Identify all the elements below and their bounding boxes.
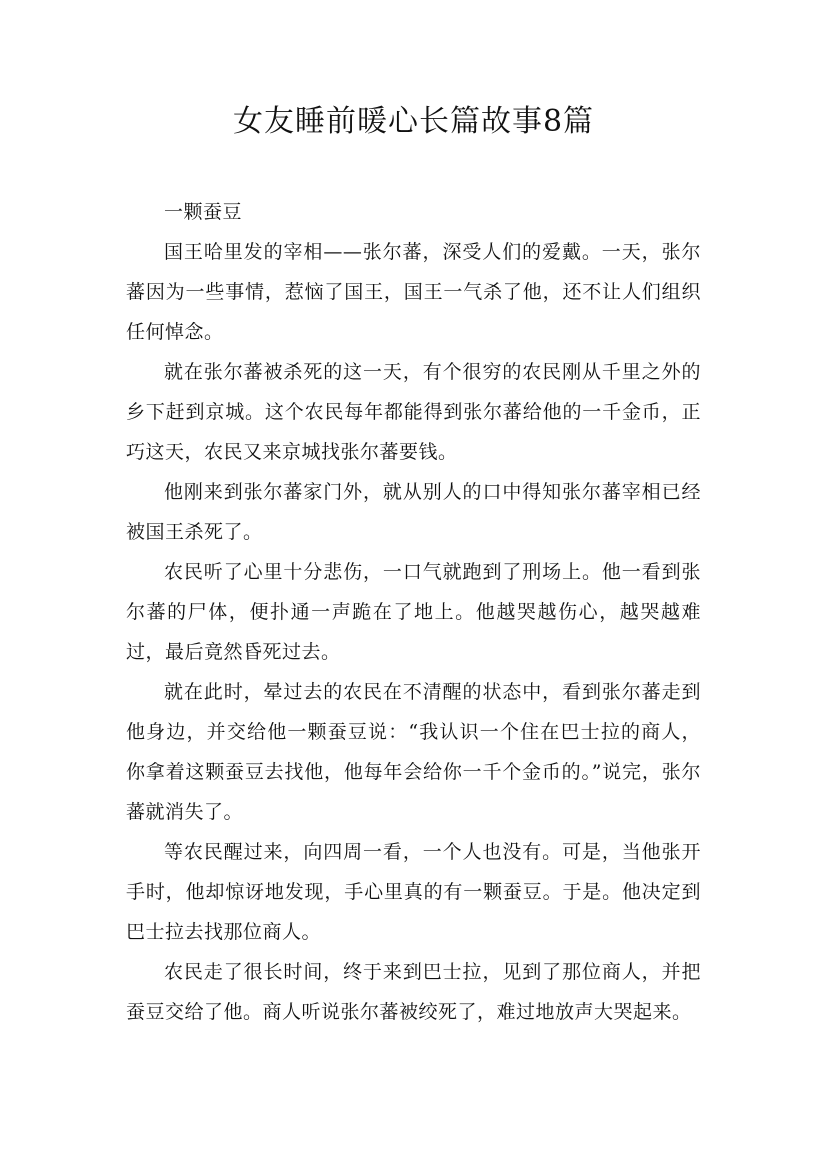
section-heading: 一颗蚕豆	[164, 201, 243, 223]
document-body	[126, 192, 701, 1032]
paragraph: 农民听了心里十分悲伤，一口气就跑到了刑场上。他一看到张尔蕃的尸体，便扑通一声跪在了地上。他越哭越伤心，越哭越难过，最后竟然昏死过去。	[126, 561, 701, 663]
paragraph: 农民走了很长时间，终于来到巴士拉，见到了那位商人，并把蚕豆交给了他。商人听说张尔蕃被绞死了，难过地放声大哭起来。	[126, 961, 701, 1023]
paragraph: 国王哈里发的宰相——张尔蕃，深受人们的爱戴。一天，张尔蕃因为一些事情，惹恼了国王，国王一气杀了他，还不让人们组织任何悼念。	[126, 241, 701, 343]
paragraph: 就在此时，晕过去的农民在不清醒的状态中，看到张尔蕃走到他身边，并交给他一颗蚕豆说：“我认识一个住在巴士拉的商人，你拿着这颗蚕豆去找他，他每年会给你一千个金币的。”说完，张尔蕃就消失了。	[126, 681, 701, 823]
paragraph: 就在张尔蕃被杀死的这一天，有个很穷的农民刚从千里之外的乡下赶到京城。这个农民每年都能得到张尔蕃给他的一千金币，正巧这天，农民又来京城找张尔蕃要钱。	[126, 361, 701, 463]
paragraph: 他刚来到张尔蕃家门外，就从别人的口中得知张尔蕃宰相已经被国王杀死了。	[126, 481, 701, 543]
paragraph: 等农民醒过来，向四周一看，一个人也没有。可是，当他张开手时，他却惊讶地发现，手心里真的有一颗蚕豆。于是。他决定到巴士拉去找那位商人。	[126, 841, 701, 943]
document-title: 女友睡前暖心长篇故事8篇	[232, 104, 595, 139]
